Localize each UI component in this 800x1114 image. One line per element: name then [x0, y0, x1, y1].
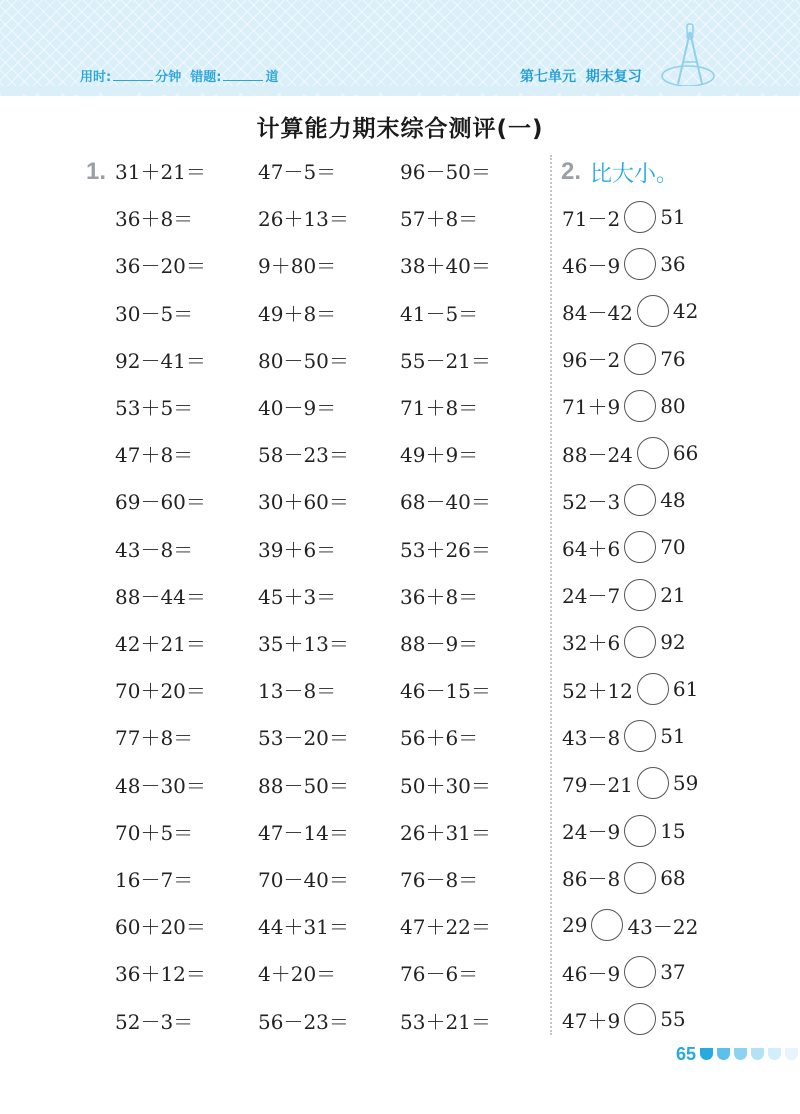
comparison-left: 86－8 [562, 867, 621, 892]
comparison-right: 51 [660, 724, 686, 749]
answer-circle[interactable] [624, 626, 656, 658]
comparison-right: 61 [672, 677, 699, 701]
compass-icon [660, 22, 720, 94]
comparison-item [562, 955, 686, 989]
problem-item: 50＋30＝ [400, 773, 491, 798]
problem-item: 70＋5＝ [115, 820, 194, 845]
drop-icon [768, 1048, 781, 1060]
comparison-item [562, 719, 686, 753]
problem-item: 88－9＝ [400, 632, 479, 656]
problem-item: 53－20＝ [258, 726, 349, 751]
problem-item: 71＋8＝ [400, 396, 479, 420]
problem-item: 53＋5＝ [115, 396, 194, 420]
comparison-right: 66 [672, 441, 699, 465]
comparison-item [562, 200, 686, 234]
problem-item: 9＋80＝ [258, 254, 337, 279]
answer-circle[interactable] [624, 390, 656, 422]
problem-item: 26＋31＝ [400, 820, 491, 845]
drop-icon [734, 1048, 747, 1060]
comparison-item [562, 672, 698, 706]
comparison-right: 51 [660, 205, 686, 229]
comparison-item [562, 530, 686, 564]
comparison-item [562, 483, 686, 517]
problem-item: 47－5＝ [258, 160, 337, 184]
problem-item: 92－41＝ [115, 348, 206, 373]
comparison-item [562, 294, 698, 328]
comparison-item [562, 861, 686, 895]
answer-circle[interactable] [624, 248, 656, 280]
problem-item: 88－44＝ [115, 584, 206, 609]
comparison-right: 48 [660, 488, 686, 513]
comparison-left: 24－7 [562, 584, 621, 609]
comparison-item [562, 436, 698, 470]
answer-circle[interactable] [624, 815, 656, 847]
answer-circle[interactable] [624, 579, 656, 611]
problem-item: 45＋3＝ [258, 584, 337, 609]
problem-item: 46－15＝ [400, 679, 491, 704]
problem-item: 76－8＝ [400, 868, 479, 892]
problem-item: 39＋6＝ [258, 537, 337, 562]
comparison-left: 29 [562, 913, 588, 937]
header-wave-edge [0, 86, 800, 100]
comparison-item [562, 908, 698, 942]
comparison-left: 84－42 [562, 300, 633, 325]
answer-circle[interactable] [624, 343, 656, 375]
problem-item: 56＋6＝ [400, 726, 479, 751]
problem-item: 77＋8＝ [115, 726, 194, 751]
comparison-right: 21 [660, 582, 686, 607]
problem-item: 60＋20＝ [115, 915, 206, 940]
comparison-right: 70 [660, 535, 686, 560]
answer-circle[interactable] [637, 437, 669, 469]
comparison-right: 59 [672, 771, 699, 796]
comparison-item [562, 1002, 686, 1036]
problem-item: 26＋13＝ [258, 207, 349, 232]
comparison-item [562, 766, 698, 800]
problem-item: 49＋8＝ [258, 301, 337, 326]
problem-item: 80－50＝ [258, 348, 349, 373]
comparison-right: 76 [660, 346, 686, 371]
problem-item: 31＋21＝ [115, 160, 206, 184]
comparison-left: 32＋6 [562, 631, 621, 656]
time-blank[interactable] [113, 69, 153, 81]
problem-item: 70－40＝ [258, 868, 349, 892]
problem-item: 36＋8＝ [115, 207, 194, 232]
problem-item: 70＋20＝ [115, 679, 206, 704]
unit-heading [520, 66, 642, 86]
section2-title: 比大小。 [590, 162, 679, 187]
errors-label: 错题: [190, 70, 222, 85]
problem-item: 69－60＝ [115, 490, 206, 515]
section1-number: 1. [86, 158, 107, 185]
answer-circle[interactable] [624, 201, 656, 233]
header-band [0, 0, 800, 96]
drop-icon [717, 1048, 730, 1060]
comparison-item [562, 625, 686, 659]
comparison-left: 24－9 [562, 820, 621, 845]
answer-circle[interactable] [624, 956, 656, 988]
problem-item: 56－23＝ [258, 1009, 349, 1034]
answer-circle[interactable] [637, 673, 669, 705]
answer-circle[interactable] [624, 484, 656, 516]
problem-item: 55－21＝ [400, 348, 491, 373]
problem-item: 88－50＝ [258, 773, 349, 798]
comparison-left: 52＋12 [562, 678, 633, 703]
answer-circle[interactable] [624, 720, 656, 752]
problem-item: 53＋21＝ [400, 1009, 491, 1034]
comparison-right: 55 [660, 1007, 686, 1032]
problem-item: 47＋22＝ [400, 915, 491, 940]
comparison-item [562, 247, 686, 281]
answer-circle[interactable] [624, 862, 656, 894]
comparison-item [562, 578, 686, 612]
comparison-left: 64＋6 [562, 536, 621, 561]
comparison-left: 52－3 [562, 489, 621, 514]
comparison-left: 79－21 [562, 772, 633, 797]
comparison-left: 96－2 [562, 348, 621, 373]
problem-item: 76－6＝ [400, 962, 479, 987]
comparison-right: 15 [660, 818, 686, 843]
comparison-left: 46－9 [562, 961, 621, 986]
comparison-item [562, 389, 686, 423]
problem-item: 48－30＝ [115, 773, 206, 798]
problem-item: 49＋9＝ [400, 443, 479, 468]
problem-item: 36＋12＝ [115, 962, 206, 987]
problem-item: 38＋40＝ [400, 254, 491, 279]
problem-item: 58－23＝ [258, 443, 349, 468]
unit-label: 第七单元 [520, 69, 576, 85]
problem-item: 47＋8＝ [115, 443, 194, 468]
problem-item: 42＋21＝ [115, 632, 206, 656]
answer-circle[interactable] [591, 909, 623, 941]
problem-item: 52－3＝ [115, 1009, 194, 1034]
drop-icon [785, 1048, 798, 1060]
problem-item: 47－14＝ [258, 820, 349, 845]
time-label: 用时: [80, 70, 112, 85]
errors-blank[interactable] [223, 69, 263, 81]
problem-item: 30＋60＝ [258, 490, 349, 515]
minutes-unit: 分钟 [155, 70, 182, 85]
answer-circle[interactable] [637, 767, 669, 799]
problem-item: 30－5＝ [115, 301, 194, 326]
comparison-left: 88－24 [562, 442, 633, 467]
comparison-left: 71－2 [562, 206, 621, 231]
comparison-right: 68 [660, 865, 686, 890]
answer-circle[interactable] [637, 295, 669, 327]
problem-item: 13－8＝ [258, 679, 337, 704]
page-title: 计算能力期末综合测评(一) [256, 116, 544, 142]
drop-icon [700, 1048, 713, 1060]
problem-item: 43－8＝ [115, 537, 194, 562]
errors-unit: 道 [265, 70, 279, 85]
comparison-right: 80 [660, 393, 686, 418]
comparison-left: 47＋9 [562, 1008, 621, 1033]
comparison-left: 46－9 [562, 253, 621, 278]
problem-item: 96－50＝ [400, 160, 491, 184]
comparison-left: 71＋9 [562, 395, 621, 420]
comparison-right: 92 [660, 629, 686, 654]
problem-item: 16－7＝ [115, 868, 194, 892]
time-error-record [80, 66, 279, 85]
comparison-left: 43－8 [562, 725, 621, 750]
footer-decoration [700, 1048, 798, 1060]
page-number: 65 [676, 1044, 697, 1064]
problem-item: 57＋8＝ [400, 207, 479, 232]
comparison-right: 43－22 [627, 914, 699, 939]
problem-item: 53＋26＝ [400, 537, 491, 562]
section2-number: 2. [561, 158, 582, 185]
problem-item: 36－20＝ [115, 254, 206, 279]
answer-circle[interactable] [624, 1003, 656, 1035]
problem-item: 44＋31＝ [258, 915, 349, 940]
comparison-right: 37 [660, 960, 686, 985]
problem-item: 36＋8＝ [400, 584, 479, 609]
comparison-right: 36 [660, 252, 686, 277]
problem-item: 68－40＝ [400, 490, 491, 515]
answer-circle[interactable] [624, 531, 656, 563]
problem-item: 4＋20＝ [258, 962, 337, 987]
comparison-item [562, 814, 686, 848]
column-divider [550, 155, 552, 1035]
drop-icon [751, 1048, 764, 1060]
review-label: 期末复习 [585, 69, 642, 85]
problem-item: 35＋13＝ [258, 632, 349, 656]
problem-item: 40－9＝ [258, 396, 337, 420]
problem-item: 41－5＝ [400, 301, 479, 326]
comparison-item [562, 342, 686, 376]
comparison-right: 42 [672, 299, 699, 324]
